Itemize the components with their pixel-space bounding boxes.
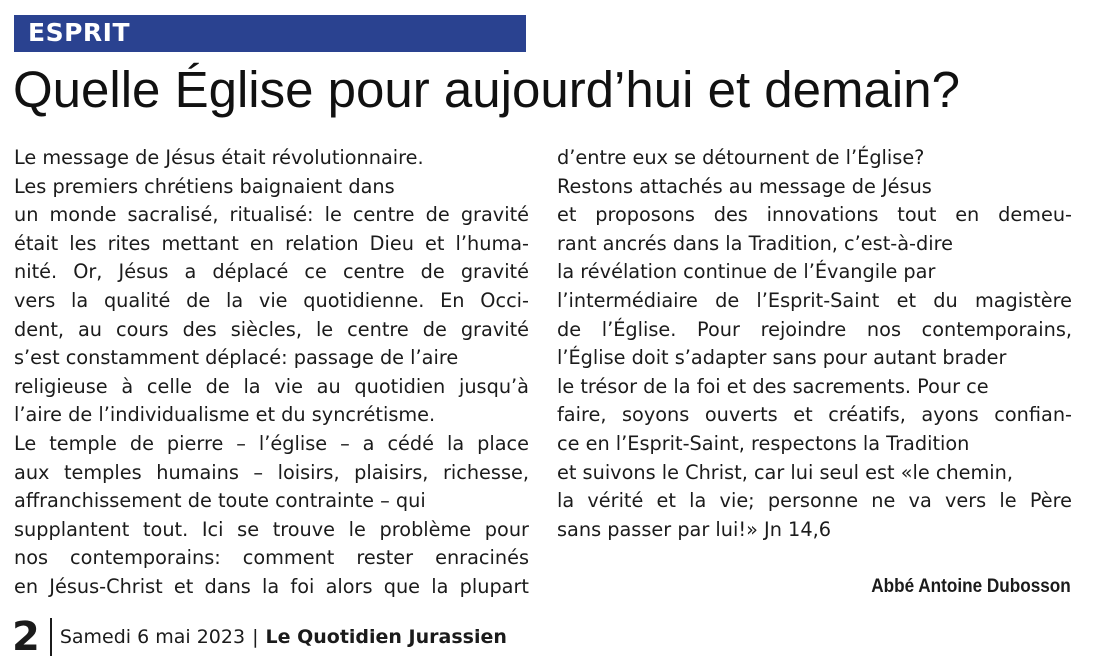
article-text-line: s’est constamment déplacé: passage de l’aire [14, 346, 459, 370]
article-text-line: Restons attachés au message de Jésus [557, 174, 932, 198]
article-text-line: faire, soyons ouverts et créatifs, ayons confian- [557, 403, 1072, 427]
article-text-line: affranchissement de toute contrainte – qui [14, 489, 426, 513]
page-footer [12, 614, 507, 660]
footer-separator: | [252, 626, 259, 648]
article-text-line: était les rites mettant en relation Dieu et l’huma- [14, 231, 529, 255]
footer-divider [50, 618, 52, 656]
article-text-line: Les premiers chrétiens baignaient dans [14, 174, 395, 198]
article-text-line: nité. Or, Jésus a déplacé ce centre de gravité [14, 260, 529, 284]
article-text-line: religieuse à celle de la vie au quotidien jusqu’à [14, 374, 529, 398]
article-text-line: dent, au cours des siècles, le centre de gravité [14, 317, 529, 341]
article-text-line: rant ancrés dans la Tradition, c’est-à-dire [557, 231, 953, 255]
article-text-line: Le temple de pierre – l’église – a cédé la place [14, 431, 529, 455]
article-column-right [557, 144, 1072, 544]
author-signature: Abbé Antoine Dubosson [871, 575, 1071, 597]
article-text-line: Le message de Jésus était révolutionnaire. [14, 146, 424, 169]
page-number: 2 [12, 614, 40, 660]
article-text-line: aux temples humains – loisirs, plaisirs, richesse, [14, 460, 529, 484]
article-text-line: l’aire de l’individualisme et du syncrétisme. [14, 403, 436, 427]
article-text-line: l’intermédiaire de l’Esprit-Saint et du magistère [557, 288, 1072, 312]
article-text-line: en Jésus-Christ et dans la foi alors que la plupart [14, 574, 529, 598]
article-text-line: de l’Église. Pour rejoindre nos contemporains, [557, 317, 1072, 341]
article-text-line: la révélation continue de l’Évangile par [557, 260, 936, 284]
article-text-line: et proposons des innovations tout en demeu- [557, 203, 1072, 227]
article-text-line: et suivons le Christ, car lui seul est «le chemin, [557, 460, 1014, 484]
article-headline: Quelle Église pour aujourd’hui et demain? [13, 61, 960, 118]
article-column-left [14, 144, 529, 602]
publication-date: Samedi 6 mai 2023 [59, 626, 246, 648]
article-text-line: l’Église doit s’adapter sans pour autant brader [557, 346, 1007, 370]
article-text-line: un monde sacralisé, ritualisé: le centre de gravité [14, 203, 529, 227]
article-text-line: ce en l’Esprit-Saint, respectons la Tradition [557, 431, 970, 455]
newspaper-name: Le Quotidien Jurassien [265, 626, 507, 648]
article-text-line: le trésor de la foi et des sacrements. Pour ce [557, 374, 989, 398]
article-text-line: nos contemporains: comment rester enracinés [14, 546, 529, 570]
article-text-line: la vérité et la vie; personne ne va vers le Père [557, 489, 1072, 513]
article-text-line: d’entre eux se détournent de l’Église? [557, 146, 925, 169]
article-text-line: supplantent tout. Ici se trouve le problème pour [14, 517, 529, 541]
section-rubric-bar [14, 15, 526, 52]
article-text-line: sans passer par lui!» Jn 14,6 [557, 517, 831, 541]
article-text-line: vers la qualité de la vie quotidienne. En Occi- [14, 288, 529, 312]
section-rubric-label: ESPRIT [28, 18, 131, 47]
